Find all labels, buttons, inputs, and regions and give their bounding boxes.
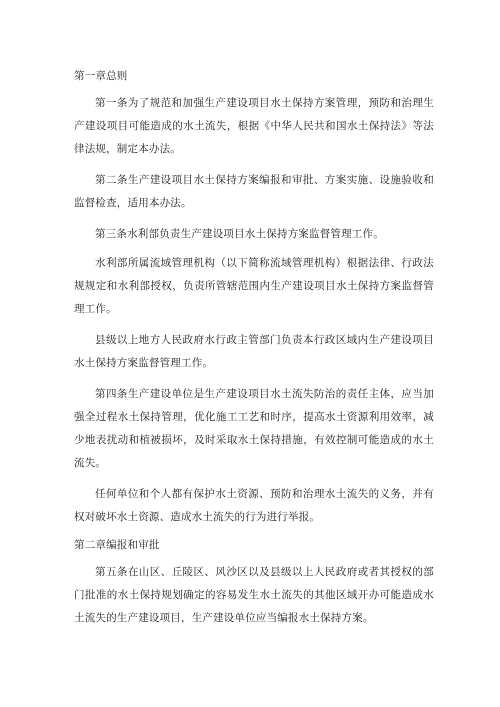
- article-3-clause-basin-agency: 水利部所属流域管理机构（以下简称流域管理机构）根据法律、行政法规规定和水利部授权，负责所管辖范围内生产建设项目水土保持方案监督管理工作。: [74, 257, 434, 315]
- article-2-paragraph: 第二条生产建设项目水土保持方案编报和审批、方案实施、设施验收和监督检查，适用本办法。: [74, 174, 434, 209]
- article-4-clause-reporting: 任何单位和个人都有保护水土资源、预防和治理水土流失的义务，并有权对破坏水土资源、造成水土流失的行为进行举报。: [74, 488, 434, 523]
- article-4-paragraph: 第四条生产建设单位是生产建设项目水土流失防治的责任主体，应当加强全过程水土保持管理，优化施工工艺和时序，提高水土资源利用效率，减少地表扰动和植被损坏，及时采取水土保持措施，有效控制可能造成的水土流失。: [74, 388, 434, 469]
- chapter-heading-2: 第二章编报和审批: [74, 539, 160, 551]
- article-5-paragraph: 第五条在山区、丘陵区、风沙区以及县级以上人民政府或者其授权的部门批准的水土保持规划确定的容易发生水土流失的其他区域开办可能造成水土流失的生产建设项目，生产建设单位应当编报水土保持方案。: [74, 566, 434, 624]
- article-3-paragraph: 第三条水利部负责生产建设项目水土保持方案监督管理工作。: [95, 228, 384, 240]
- document-body: [74, 68, 434, 638]
- chapter-heading-1: 第一章总则: [74, 70, 128, 82]
- article-3-clause-local-gov: 县级以上地方人民政府水行政主管部门负责本行政区域内生产建设项目水土保持方案监督管理工作。: [74, 334, 434, 369]
- article-1-paragraph: 第一条为了规范和加强生产建设项目水土保持方案管理，预防和治理生产建设项目可能造成的水土流失，根据《中华人民共和国水土保持法》等法律法规，制定本办法。: [74, 97, 434, 155]
